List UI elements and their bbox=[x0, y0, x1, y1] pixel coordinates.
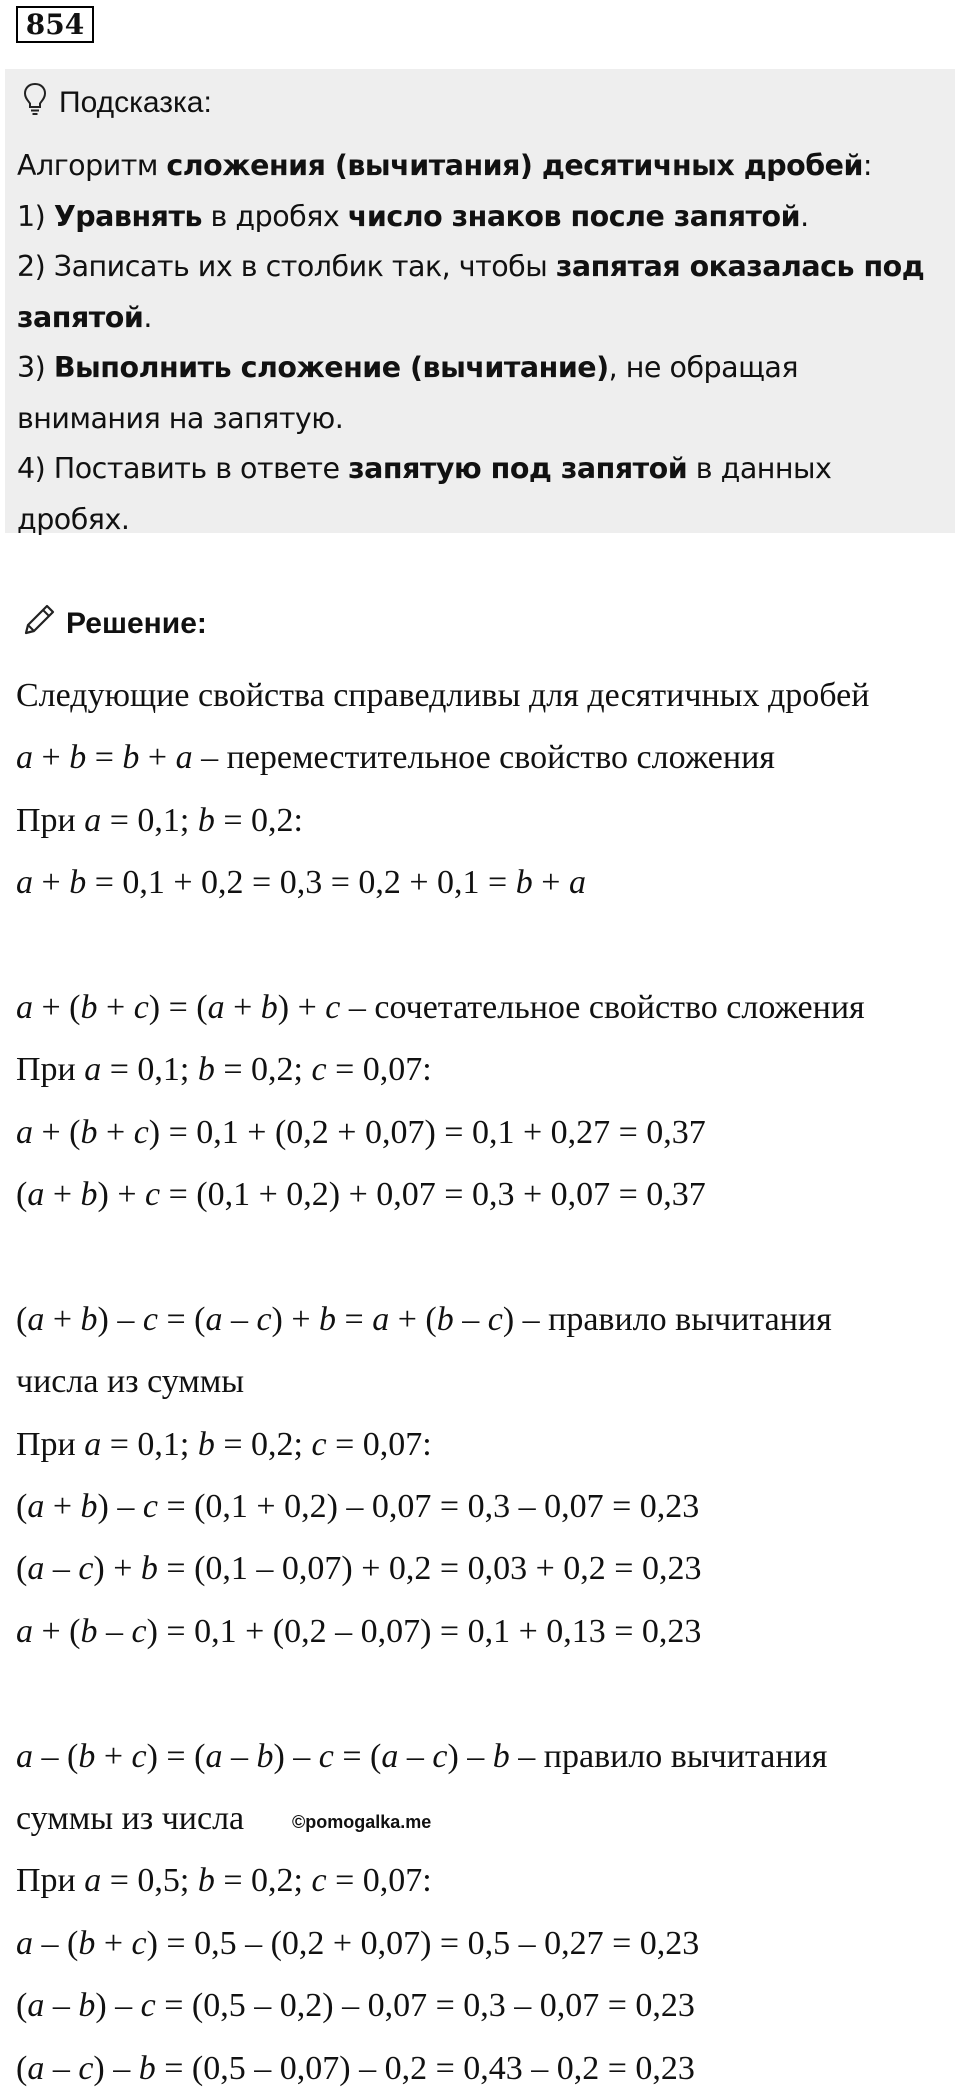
hint-step bbox=[17, 242, 937, 343]
hint-emphasis: запятая оказалась под запятой bbox=[17, 250, 925, 334]
solution-line: числа из суммы bbox=[16, 1363, 245, 1401]
solution-line: При a = 0,5; b = 0,2; c = 0,07: bbox=[16, 1862, 432, 1900]
blank-line bbox=[16, 1663, 946, 1725]
watermark: ©pomogalka.me bbox=[292, 1812, 432, 1832]
hint-step bbox=[17, 141, 937, 192]
hint-text-run: 4) Поставить в ответе bbox=[17, 452, 349, 485]
hint-step bbox=[17, 444, 937, 545]
solution-line: a + (b – c) = 0,1 + (0,2 – 0,07) = 0,1 + 0,13 = 0,23 bbox=[16, 1612, 702, 1650]
hint-step bbox=[17, 343, 937, 444]
hint-emphasis: Выполнить сложение (вычитание) bbox=[53, 351, 609, 384]
hint-text-run: , не обращая внимания на запятую. bbox=[17, 351, 799, 435]
hint-text-run: . bbox=[800, 199, 809, 233]
solution-line: a + b = 0,1 + 0,2 = 0,3 = 0,2 + 0,1 = b + a bbox=[16, 864, 586, 902]
solution-line: a + (b + c) = 0,1 + (0,2 + 0,07) = 0,1 + 0,27 = 0,37 bbox=[16, 1113, 706, 1151]
problem-number: 854 bbox=[16, 6, 94, 43]
solution-line: a + b = b + a – переместительное свойство сложения bbox=[16, 739, 775, 777]
hint-text-run: 1) bbox=[17, 199, 54, 233]
hint-emphasis: число знаков после запятой bbox=[347, 199, 801, 233]
solution-line: (a – b) – c = (0,5 – 0,2) – 0,07 = 0,3 – 0,07 = 0,23 bbox=[16, 1987, 695, 2025]
solution-line: При a = 0,1; b = 0,2; c = 0,07: bbox=[16, 1051, 432, 1089]
solution-line: (a – c) + b = (0,1 – 0,07) + 0,2 = 0,03 + 0,2 = 0,23 bbox=[16, 1550, 702, 1588]
solution-text bbox=[16, 665, 946, 2100]
solution-title: Решение: bbox=[66, 607, 207, 640]
blank-line bbox=[16, 915, 946, 977]
solution-line: суммы из числа bbox=[16, 1800, 245, 1838]
hint-title: Подсказка: bbox=[59, 86, 212, 119]
hint-text-run: в дробях bbox=[201, 199, 348, 233]
hint-header bbox=[23, 73, 212, 133]
hint-emphasis: Уравнять bbox=[53, 199, 202, 233]
hint-text bbox=[17, 141, 937, 545]
solution-line: При a = 0,1; b = 0,2; c = 0,07: bbox=[16, 1425, 432, 1463]
hint-text-run: Алгоритм bbox=[17, 149, 167, 182]
solution-line: При a = 0,1; b = 0,2: bbox=[16, 801, 303, 839]
hint-text-run: 3) bbox=[17, 351, 54, 384]
hint-step bbox=[17, 192, 937, 243]
hint-text-run: в данных дробях. bbox=[17, 452, 832, 536]
solution-line: a – (b + c) = (a – b) – c = (a – c) – b – правило вычитания bbox=[16, 1737, 828, 1775]
lightbulb-icon bbox=[23, 82, 59, 124]
solution-line: Следующие свойства справедливы для десятичных дробей bbox=[16, 677, 870, 714]
blank-line bbox=[16, 1227, 946, 1289]
solution-line: (a + b) – c = (0,1 + 0,2) – 0,07 = 0,3 – 0,07 = 0,23 bbox=[16, 1488, 700, 1526]
hint-text-run: . bbox=[143, 300, 152, 334]
solution-line: a + (b + c) = (a + b) + c – сочетательное свойство сложения bbox=[16, 988, 865, 1026]
solution-line: (a – c) – b = (0,5 – 0,07) – 0,2 = 0,43 – 0,2 = 0,23 bbox=[16, 2049, 695, 2087]
hint-emphasis: сложения (вычитания) десятичных дробей bbox=[166, 149, 863, 182]
hint-emphasis: запятую под запятой bbox=[348, 452, 688, 485]
solution-header bbox=[20, 596, 207, 652]
solution-line: (a + b) – c = (a – c) + b = a + (b – c) – правило вычитания bbox=[16, 1300, 832, 1338]
solution-line: a – (b + c) = 0,5 – (0,2 + 0,07) = 0,5 – 0,27 = 0,23 bbox=[16, 1924, 700, 1962]
hint-text-run: : bbox=[862, 149, 873, 182]
solution-line: (a + b) + c = (0,1 + 0,2) + 0,07 = 0,3 + 0,07 = 0,37 bbox=[16, 1176, 706, 1214]
hint-panel bbox=[5, 69, 955, 536]
hint-text-run: 2) Записать их в столбик так, чтобы bbox=[17, 250, 556, 283]
pencil-icon bbox=[20, 601, 66, 647]
